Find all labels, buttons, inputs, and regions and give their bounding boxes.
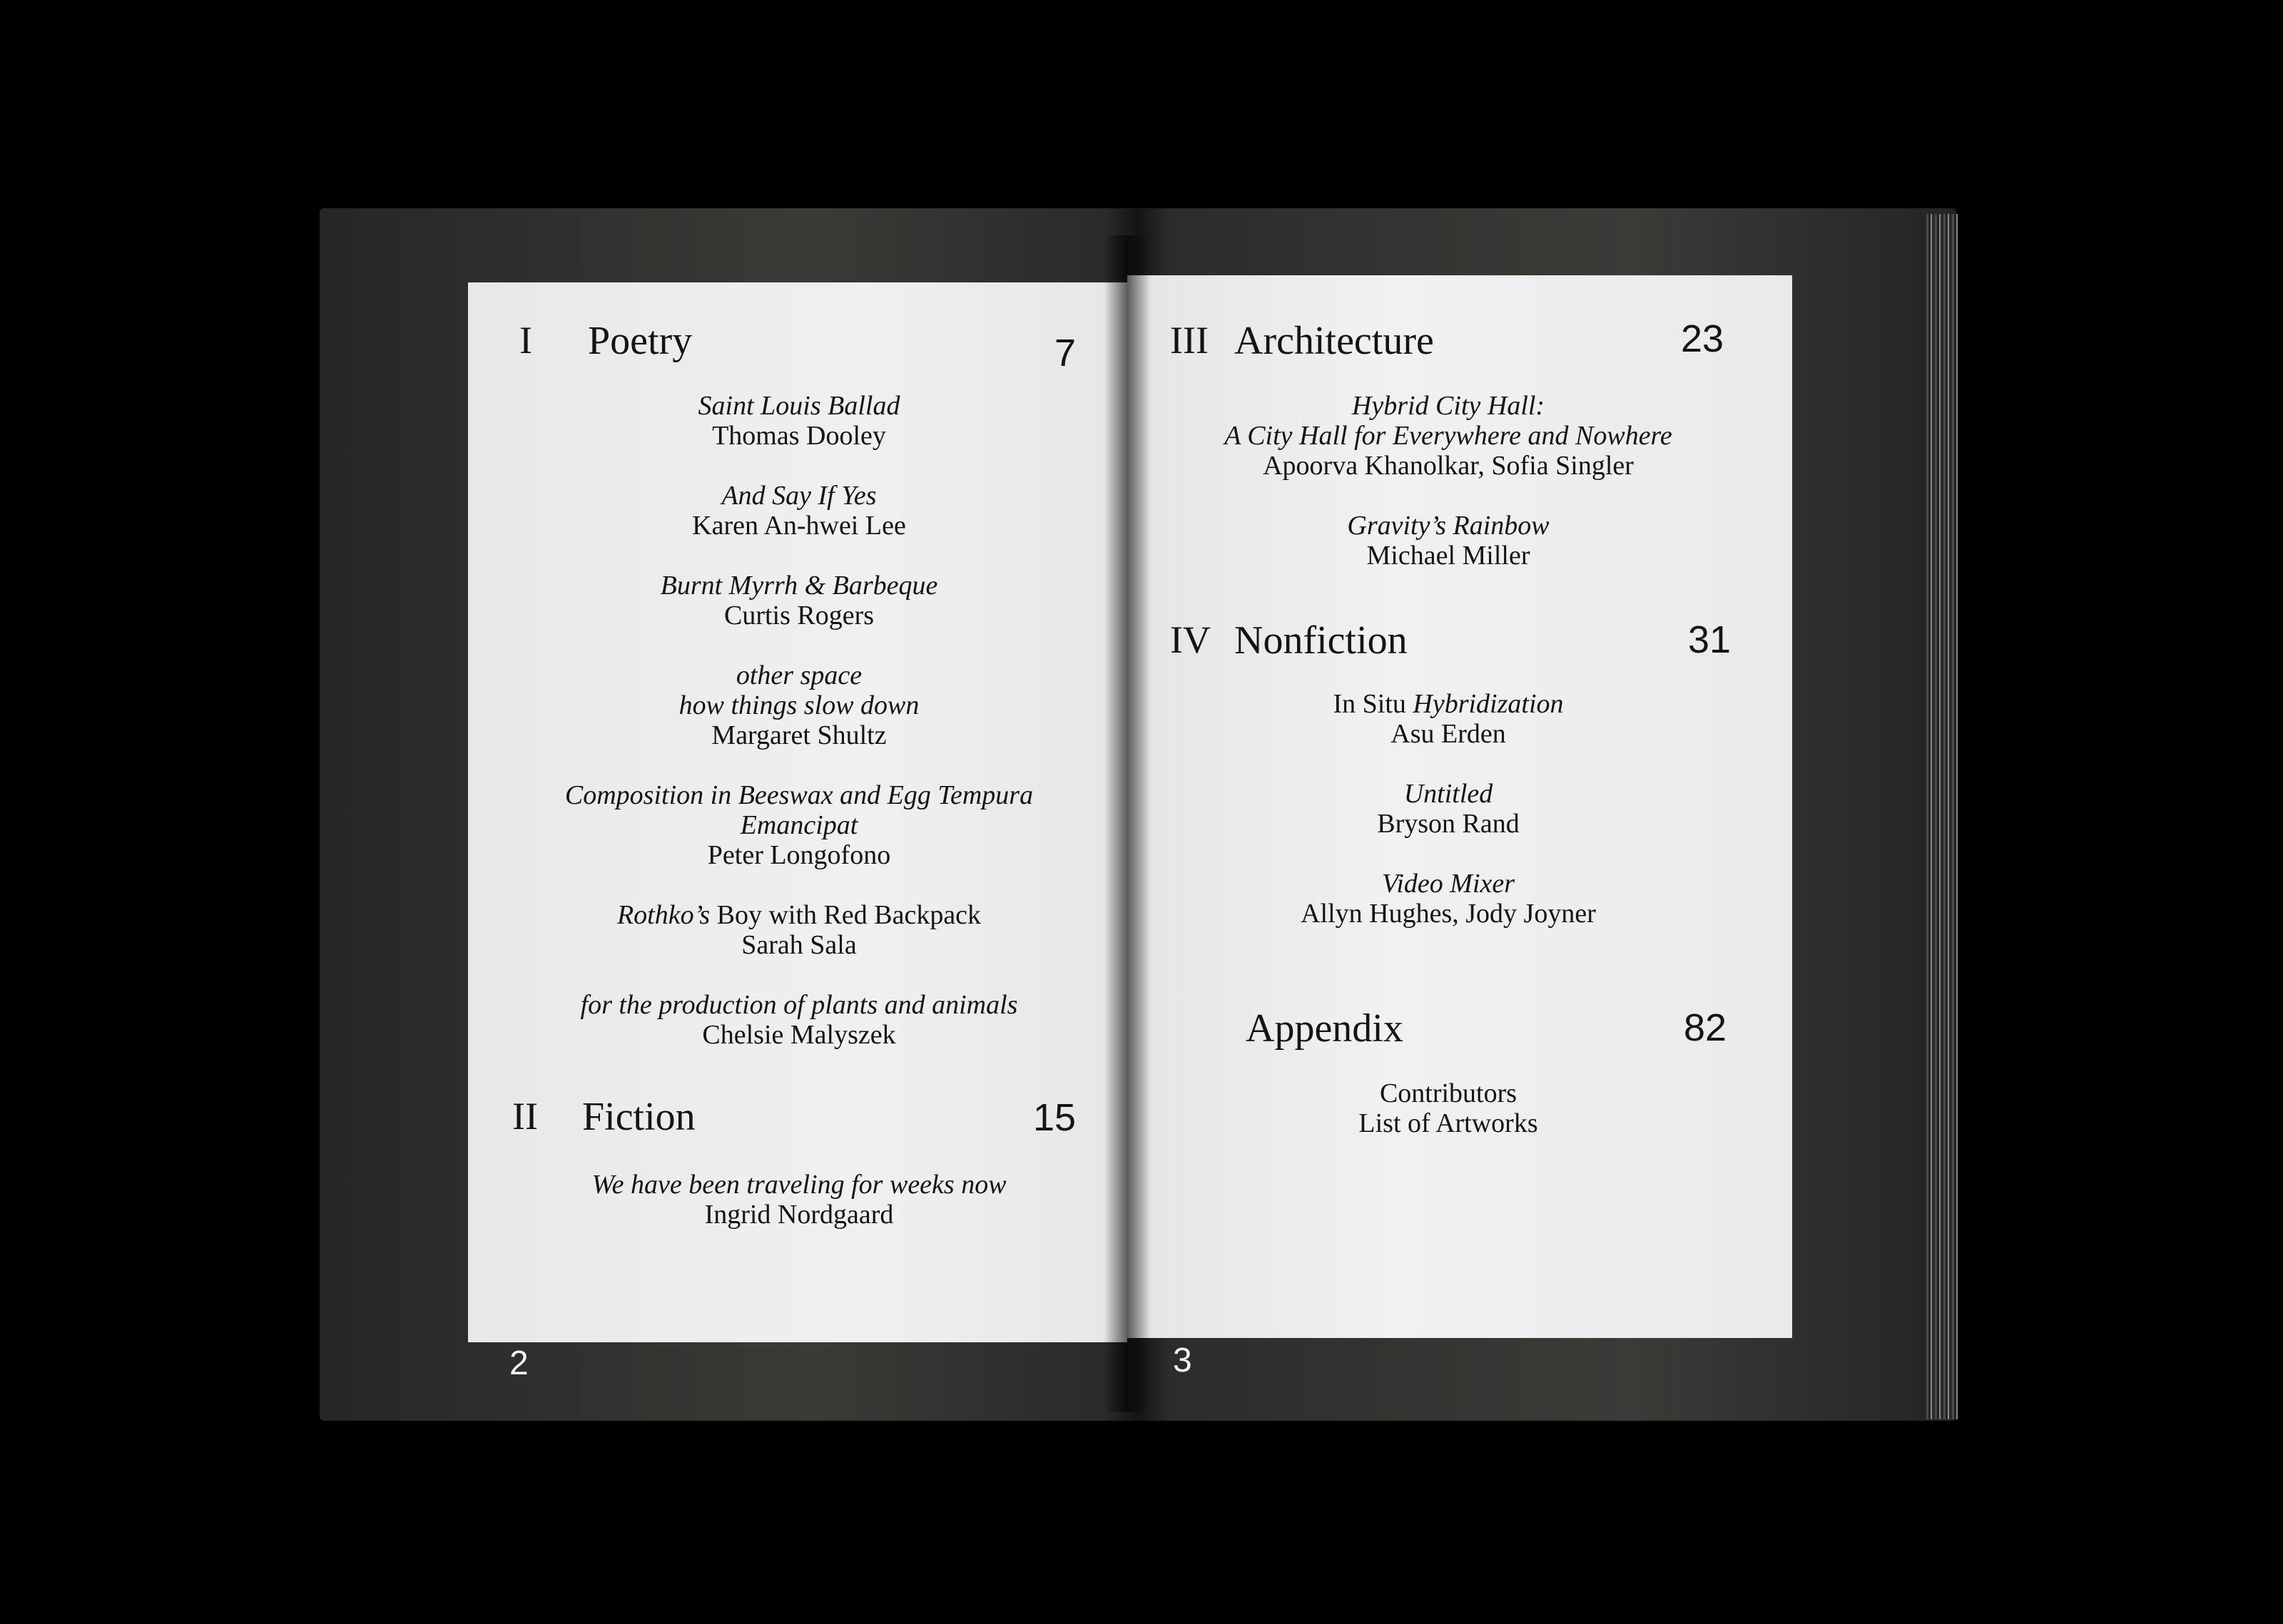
entry-title: Burnt Myrrh & Barbeque [660,571,938,601]
section-page-number: 7 [1054,332,1077,374]
appendix-item: Contributors [1379,1078,1517,1108]
section-title: Appendix [1246,1006,1403,1051]
section-numeral: I [519,319,532,362]
toc-entry [1134,779,1762,839]
entry-title: Composition in Beeswax and Egg Tempura [564,780,1034,810]
page-number-left: 2 [509,1344,529,1382]
entry-title: for the production of plants and animals [580,990,1018,1020]
appendix-list [1134,1078,1762,1138]
entry-title: Saint Louis Ballad [698,391,900,421]
entry-author: Sarah Sala [741,930,857,960]
toc-entry [471,900,1127,960]
entry-author: Michael Miller [1366,541,1530,571]
entry-title: other space [736,660,863,690]
entry-author: Peter Longofono [707,840,891,870]
entry-title: And Say If Yes [721,481,877,511]
toc-entry [1134,511,1762,571]
section-numeral: II [512,1095,538,1138]
toc-entry [1134,689,1762,749]
entry-title [1134,689,1762,719]
entry-title [471,900,1127,930]
section-page-number: 31 [1688,618,1732,661]
section-title: Nonfiction [1234,618,1408,663]
entry-title-italic: Rothko’s [616,900,711,930]
entry-author: Margaret Shultz [711,720,887,750]
section-title: Fiction [582,1095,696,1139]
toc-entry [471,571,1127,630]
entry-title: Untitled [1403,779,1493,809]
section-title: Poetry [588,319,693,363]
entry-title: how things slow down [678,690,920,720]
section-title: Architecture [1234,319,1434,363]
entry-title: A City Hall for Everywhere and Nowhere [1224,421,1672,451]
entry-title-roman: In Situ [1333,689,1413,719]
section-page-number: 15 [1033,1096,1077,1139]
page-number-right: 3 [1173,1342,1192,1379]
toc-entry [471,780,1127,870]
entry-author: Chelsie Malyszek [702,1020,896,1050]
section-numeral: IV [1170,618,1211,661]
entry-author: Allyn Hughes, Jody Joyner [1301,899,1596,929]
page-edges [1926,214,1958,1419]
entry-author: Ingrid Nordgaard [704,1200,894,1230]
section-numeral: III [1170,319,1209,362]
entry-title: Video Mixer [1381,869,1515,899]
section-page-number: 82 [1684,1006,1727,1049]
appendix-item: List of Artworks [1358,1108,1538,1138]
entry-author: Asu Erden [1390,719,1506,749]
toc-entry [471,1170,1127,1230]
entry-title: We have been traveling for weeks now [591,1170,1007,1200]
toc-entry [471,391,1127,451]
toc-entry [1134,391,1762,481]
section-page-number: 23 [1681,317,1724,360]
toc-entry [471,990,1127,1050]
entry-title: Gravity’s Rainbow [1347,511,1550,541]
entry-title: Hybrid City Hall: [1351,391,1545,421]
entry-author: Karen An-hwei Lee [692,511,906,541]
entry-title: Emancipat [740,810,858,840]
entry-author: Apoorva Khanolkar, Sofia Singler [1263,451,1634,481]
entry-author: Thomas Dooley [712,421,886,451]
toc-entry [1134,869,1762,929]
entry-author: Curtis Rogers [723,601,875,630]
toc-entry [471,660,1127,750]
toc-entry [471,481,1127,541]
entry-title-italic: Hybridization [1413,689,1564,719]
entry-title-roman: Boy with Red Backpack [710,900,982,930]
entry-author: Bryson Rand [1377,809,1520,839]
